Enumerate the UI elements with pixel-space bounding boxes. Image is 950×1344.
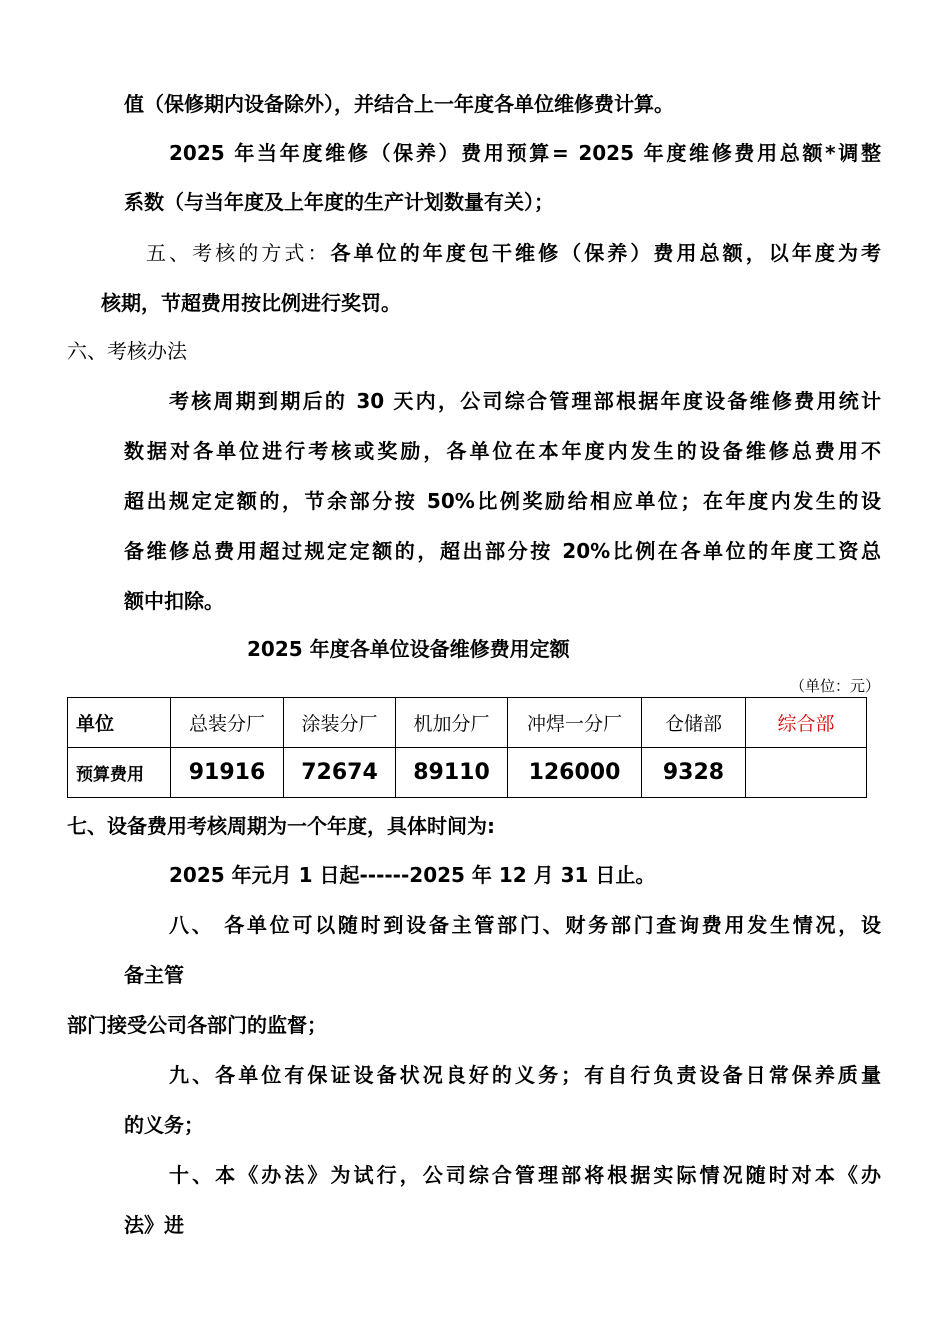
paragraph-line: 值（保修期内设备除外），并结合上一年度各单位维修费计算。	[124, 92, 674, 116]
section-8-line-2: 备主管	[124, 963, 184, 987]
column-header-highlighted: 综合部	[746, 698, 867, 748]
section-6-line-3: 超出规定定额的，节余部分按 50%比例奖励给相应单位；在年度内发生的设	[124, 489, 881, 513]
section-5-text: 各单位的年度包干维修（保养）费用总额，以年度为考	[330, 241, 882, 265]
section-6-heading: 六、考核办法	[67, 339, 187, 363]
column-header: 机加分厂	[396, 698, 508, 748]
section-10-line-2: 法》进	[124, 1213, 184, 1237]
section-7-heading: 七、设备费用考核周期为一个年度，具体时间为:	[67, 814, 495, 838]
section-9-line-2: 的义务；	[124, 1113, 204, 1137]
row-label: 预算费用	[68, 748, 171, 798]
section-8-line-1: 八、 各单位可以随时到设备主管部门、财务部门查询费用发生情况，设	[169, 913, 881, 937]
section-5-line-2: 核期，节超费用按比例进行奖罚。	[101, 291, 401, 315]
table-cell	[746, 748, 867, 798]
table-title: 2025 年度各单位设备维修费用定额	[247, 637, 570, 661]
section-6-line-2: 数据对各单位进行考核或奖励，各单位在本年度内发生的设备维修总费用不	[124, 439, 881, 463]
column-header: 冲焊一分厂	[508, 698, 642, 748]
column-header: 涂装分厂	[284, 698, 396, 748]
table-unit: （单位：元）	[789, 677, 880, 695]
section-10-line-1: 十、本《办法》为试行，公司综合管理部将根据实际情况随时对本《办	[169, 1163, 881, 1187]
section-5-line-1	[146, 239, 881, 267]
table-cell: 126000	[508, 748, 642, 798]
table-cell: 9328	[642, 748, 746, 798]
table-cell: 72674	[284, 748, 396, 798]
budget-table	[67, 697, 867, 798]
section-6-line-5: 额中扣除。	[124, 589, 224, 613]
section-9-line-1: 九、各单位有保证设备状况良好的义务；有自行负责设备日常保养质量	[169, 1063, 881, 1087]
section-5-label: 五、考核的方式：	[146, 241, 331, 265]
table-cell: 89110	[396, 748, 508, 798]
column-header: 仓储部	[642, 698, 746, 748]
section-6-line-1: 考核周期到期后的 30 天内，公司综合管理部根据年度设备维修费用统计	[169, 389, 881, 413]
table-cell: 91916	[171, 748, 284, 798]
table-header-row	[68, 698, 867, 748]
budget-formula-line-2: 系数（与当年度及上年度的生产计划数量有关）；	[124, 190, 554, 214]
section-7-period: 2025 年元月 1 日起------2025 年 12 月 31 日止。	[169, 863, 656, 887]
section-6-line-4: 备维修总费用超过规定定额的，超出部分按 20%比例在各单位的年度工资总	[124, 539, 881, 563]
section-8-line-3: 部门接受公司各部门的监督；	[67, 1013, 327, 1037]
column-header: 总装分厂	[171, 698, 284, 748]
table-row	[68, 748, 867, 798]
table-header-label: 单位	[68, 698, 171, 748]
budget-formula-line-1: 2025 年当年度维修（保养）费用预算= 2025 年度维修费用总额*调整	[169, 141, 881, 165]
